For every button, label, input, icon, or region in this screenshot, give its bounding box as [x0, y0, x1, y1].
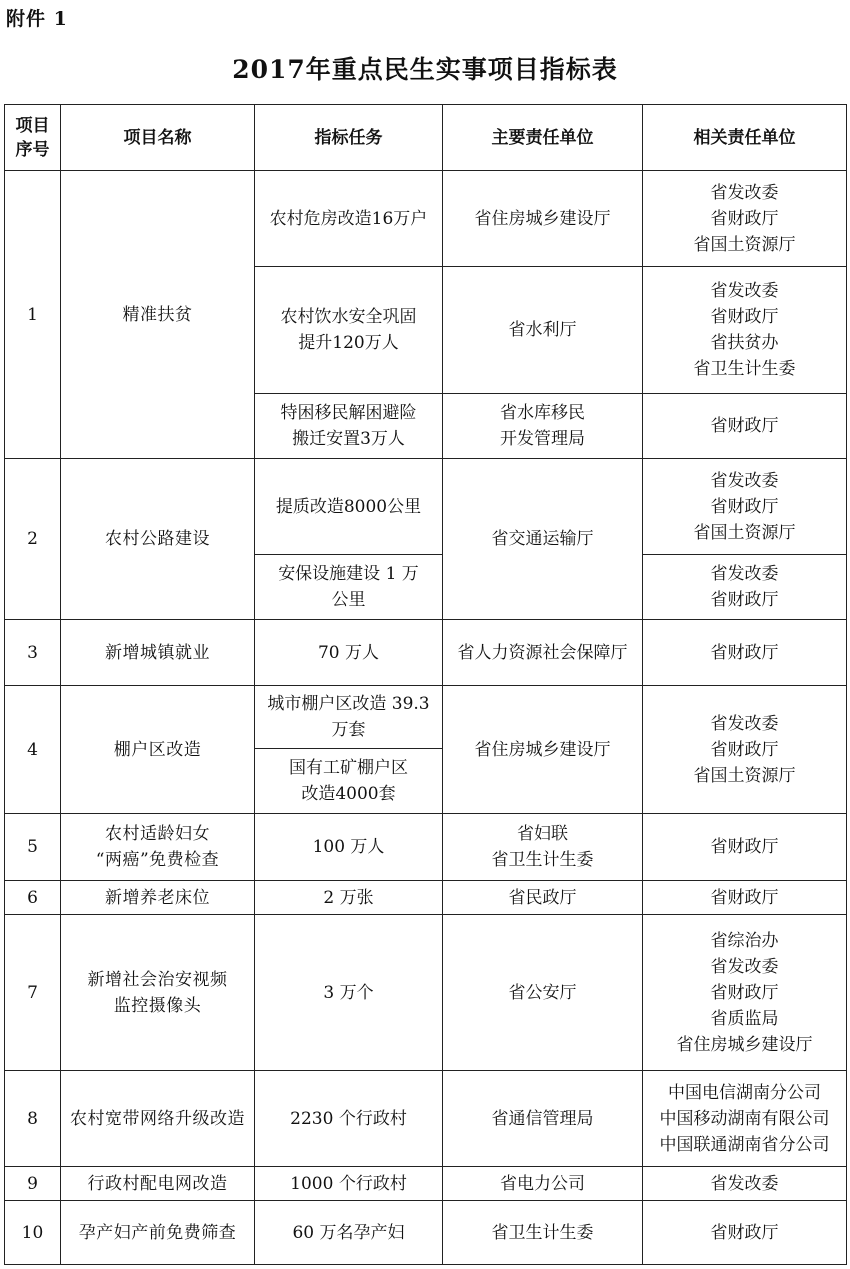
task-cell: 农村危房改造16万户: [255, 171, 443, 267]
cell-line: 省水库移民: [500, 403, 585, 423]
seq-cell: 4: [5, 686, 61, 814]
table-row: [5, 171, 847, 267]
cell-line: 省国土资源厅: [693, 765, 796, 786]
cell-line: 省财政厅: [710, 739, 779, 760]
task-cell: 2 万张: [255, 881, 443, 915]
project-name-cell: 棚户区改造: [61, 686, 255, 814]
cell-line: 省发改委: [710, 470, 779, 491]
table-row: [5, 686, 847, 749]
seq-cell: 8: [5, 1071, 61, 1167]
cell-line: 省财政厅: [710, 496, 779, 517]
header-name: 项目名称: [61, 105, 255, 171]
task-cell: [255, 686, 443, 749]
cell-line: 省综治办: [710, 930, 779, 951]
project-name-cell: [61, 814, 255, 881]
cell-line: 公里: [331, 590, 366, 610]
cell-line: 搬迁安置3万人: [292, 429, 405, 449]
table-row: [5, 1167, 847, 1201]
task-cell: [255, 749, 443, 814]
seq-cell: 9: [5, 1167, 61, 1201]
task-cell: 1000 个行政村: [255, 1167, 443, 1201]
cell-line: 省住房城乡建设厅: [676, 1034, 813, 1055]
cell-line: 省财政厅: [710, 982, 779, 1003]
related-unit-cell: 省财政厅: [643, 881, 847, 915]
cell-line: 城市棚户区改造 39.3: [267, 694, 430, 714]
header-row: [5, 105, 847, 171]
cell-line: 农村饮水安全巩固: [280, 307, 417, 327]
main-unit-cell: 省住房城乡建设厅: [443, 171, 643, 267]
table-row: [5, 1201, 847, 1265]
related-unit-cell: 省发改委: [643, 1167, 847, 1201]
main-unit-cell: 省人力资源社会保障厅: [443, 620, 643, 686]
task-cell: [255, 394, 443, 459]
cell-line: 省财政厅: [710, 307, 779, 327]
cell-line: 省发改委: [710, 713, 779, 734]
related-unit-cell: [643, 171, 847, 267]
project-name-cell: 农村公路建设: [61, 459, 255, 620]
cell-line: 农村适龄妇女: [105, 824, 210, 844]
table-row: [5, 1071, 847, 1167]
cell-line: 省发改委: [710, 956, 779, 977]
table-row: [5, 915, 847, 1071]
main-unit-cell: 省水利厅: [443, 267, 643, 394]
header-seq: [5, 105, 61, 171]
cell-line: 改造4000套: [301, 784, 396, 804]
cell-line: 特困移民解困避险: [280, 403, 417, 423]
cell-line: 万套: [331, 720, 366, 740]
cell-line: 省质监局: [710, 1008, 779, 1029]
related-unit-cell: 省财政厅: [643, 814, 847, 881]
seq-cell: 1: [5, 171, 61, 459]
seq-cell: 7: [5, 915, 61, 1071]
project-name-cell: 精准扶贫: [61, 171, 255, 459]
cell-line: “两癌”免费检查: [95, 850, 220, 870]
cell-line: 省财政厅: [710, 208, 779, 229]
cell-line: 国有工矿棚户区: [289, 758, 408, 778]
task-cell: 3 万个: [255, 915, 443, 1071]
main-unit-cell: 省民政厅: [443, 881, 643, 915]
seq-cell: 10: [5, 1201, 61, 1265]
cell-line: 监控摄像头: [113, 995, 202, 1016]
task-cell: 2230 个行政村: [255, 1071, 443, 1167]
task-cell: 提质改造8000公里: [255, 459, 443, 555]
task-cell: [255, 555, 443, 620]
cell-line: 中国联通湖南省分公司: [659, 1134, 830, 1155]
project-name-cell: 孕产妇产前免费筛查: [61, 1201, 255, 1265]
cell-line: 省卫生计生委: [693, 359, 796, 379]
related-unit-cell: [643, 267, 847, 394]
main-unit-cell: 省交通运输厅: [443, 459, 643, 620]
project-name-cell: 农村宽带网络升级改造: [61, 1071, 255, 1167]
cell-line: 安保设施建设 1 万: [278, 564, 419, 584]
main-unit-cell: 省电力公司: [443, 1167, 643, 1201]
table-row: [5, 459, 847, 555]
related-unit-cell: 省财政厅: [643, 394, 847, 459]
table-row: [5, 620, 847, 686]
seq-cell: 6: [5, 881, 61, 915]
table-row: [5, 814, 847, 881]
task-cell: [255, 267, 443, 394]
main-unit-cell: 省通信管理局: [443, 1071, 643, 1167]
related-unit-cell: 省财政厅: [643, 620, 847, 686]
cell-line: 省卫生计生委: [491, 850, 594, 870]
main-unit-cell: 省住房城乡建设厅: [443, 686, 643, 814]
cell-line: 省国土资源厅: [693, 522, 796, 543]
cell-line: 项目: [15, 115, 50, 136]
seq-cell: 3: [5, 620, 61, 686]
related-unit-cell: 省财政厅: [643, 1201, 847, 1265]
seq-cell: 5: [5, 814, 61, 881]
main-unit-cell: 省公安厅: [443, 915, 643, 1071]
cell-line: 省妇联: [517, 824, 568, 844]
page-title: 2017年重点民生实事项目指标表: [232, 55, 618, 84]
header-task: 指标任务: [255, 105, 443, 171]
task-cell: 70 万人: [255, 620, 443, 686]
cell-line: 开发管理局: [500, 429, 585, 449]
main-unit-cell: [443, 394, 643, 459]
attachment-label: 附件 1: [6, 8, 68, 30]
cell-line: 省发改委: [710, 564, 779, 584]
task-cell: 60 万名孕产妇: [255, 1201, 443, 1265]
cell-line: 省发改委: [710, 182, 779, 203]
cell-line: 省财政厅: [710, 590, 779, 610]
table-row: [5, 881, 847, 915]
project-name-cell: 新增养老床位: [61, 881, 255, 915]
main-unit-cell: [443, 814, 643, 881]
main-unit-cell: 省卫生计生委: [443, 1201, 643, 1265]
related-unit-cell: [643, 1071, 847, 1167]
seq-cell: 2: [5, 459, 61, 620]
project-name-cell: [61, 915, 255, 1071]
related-unit-cell: [643, 555, 847, 620]
cell-line: 省扶贫办: [710, 333, 779, 353]
project-name-cell: 行政村配电网改造: [61, 1167, 255, 1201]
cell-line: 中国电信湖南分公司: [668, 1082, 821, 1103]
cell-line: 新增社会治安视频: [87, 969, 228, 990]
cell-line: 提升120万人: [298, 333, 399, 353]
cell-line: 省国土资源厅: [693, 234, 796, 255]
header-related-unit: 相关责任单位: [643, 105, 847, 171]
task-cell: 100 万人: [255, 814, 443, 881]
project-name-cell: 新增城镇就业: [61, 620, 255, 686]
related-unit-cell: [643, 686, 847, 814]
related-unit-cell: [643, 459, 847, 555]
header-main-unit: 主要责任单位: [443, 105, 643, 171]
related-unit-cell: [643, 915, 847, 1071]
cell-line: 省发改委: [710, 281, 779, 301]
cell-line: 中国移动湖南有限公司: [659, 1108, 830, 1129]
cell-line: 序号: [15, 139, 50, 160]
indicator-table: [4, 104, 847, 1265]
